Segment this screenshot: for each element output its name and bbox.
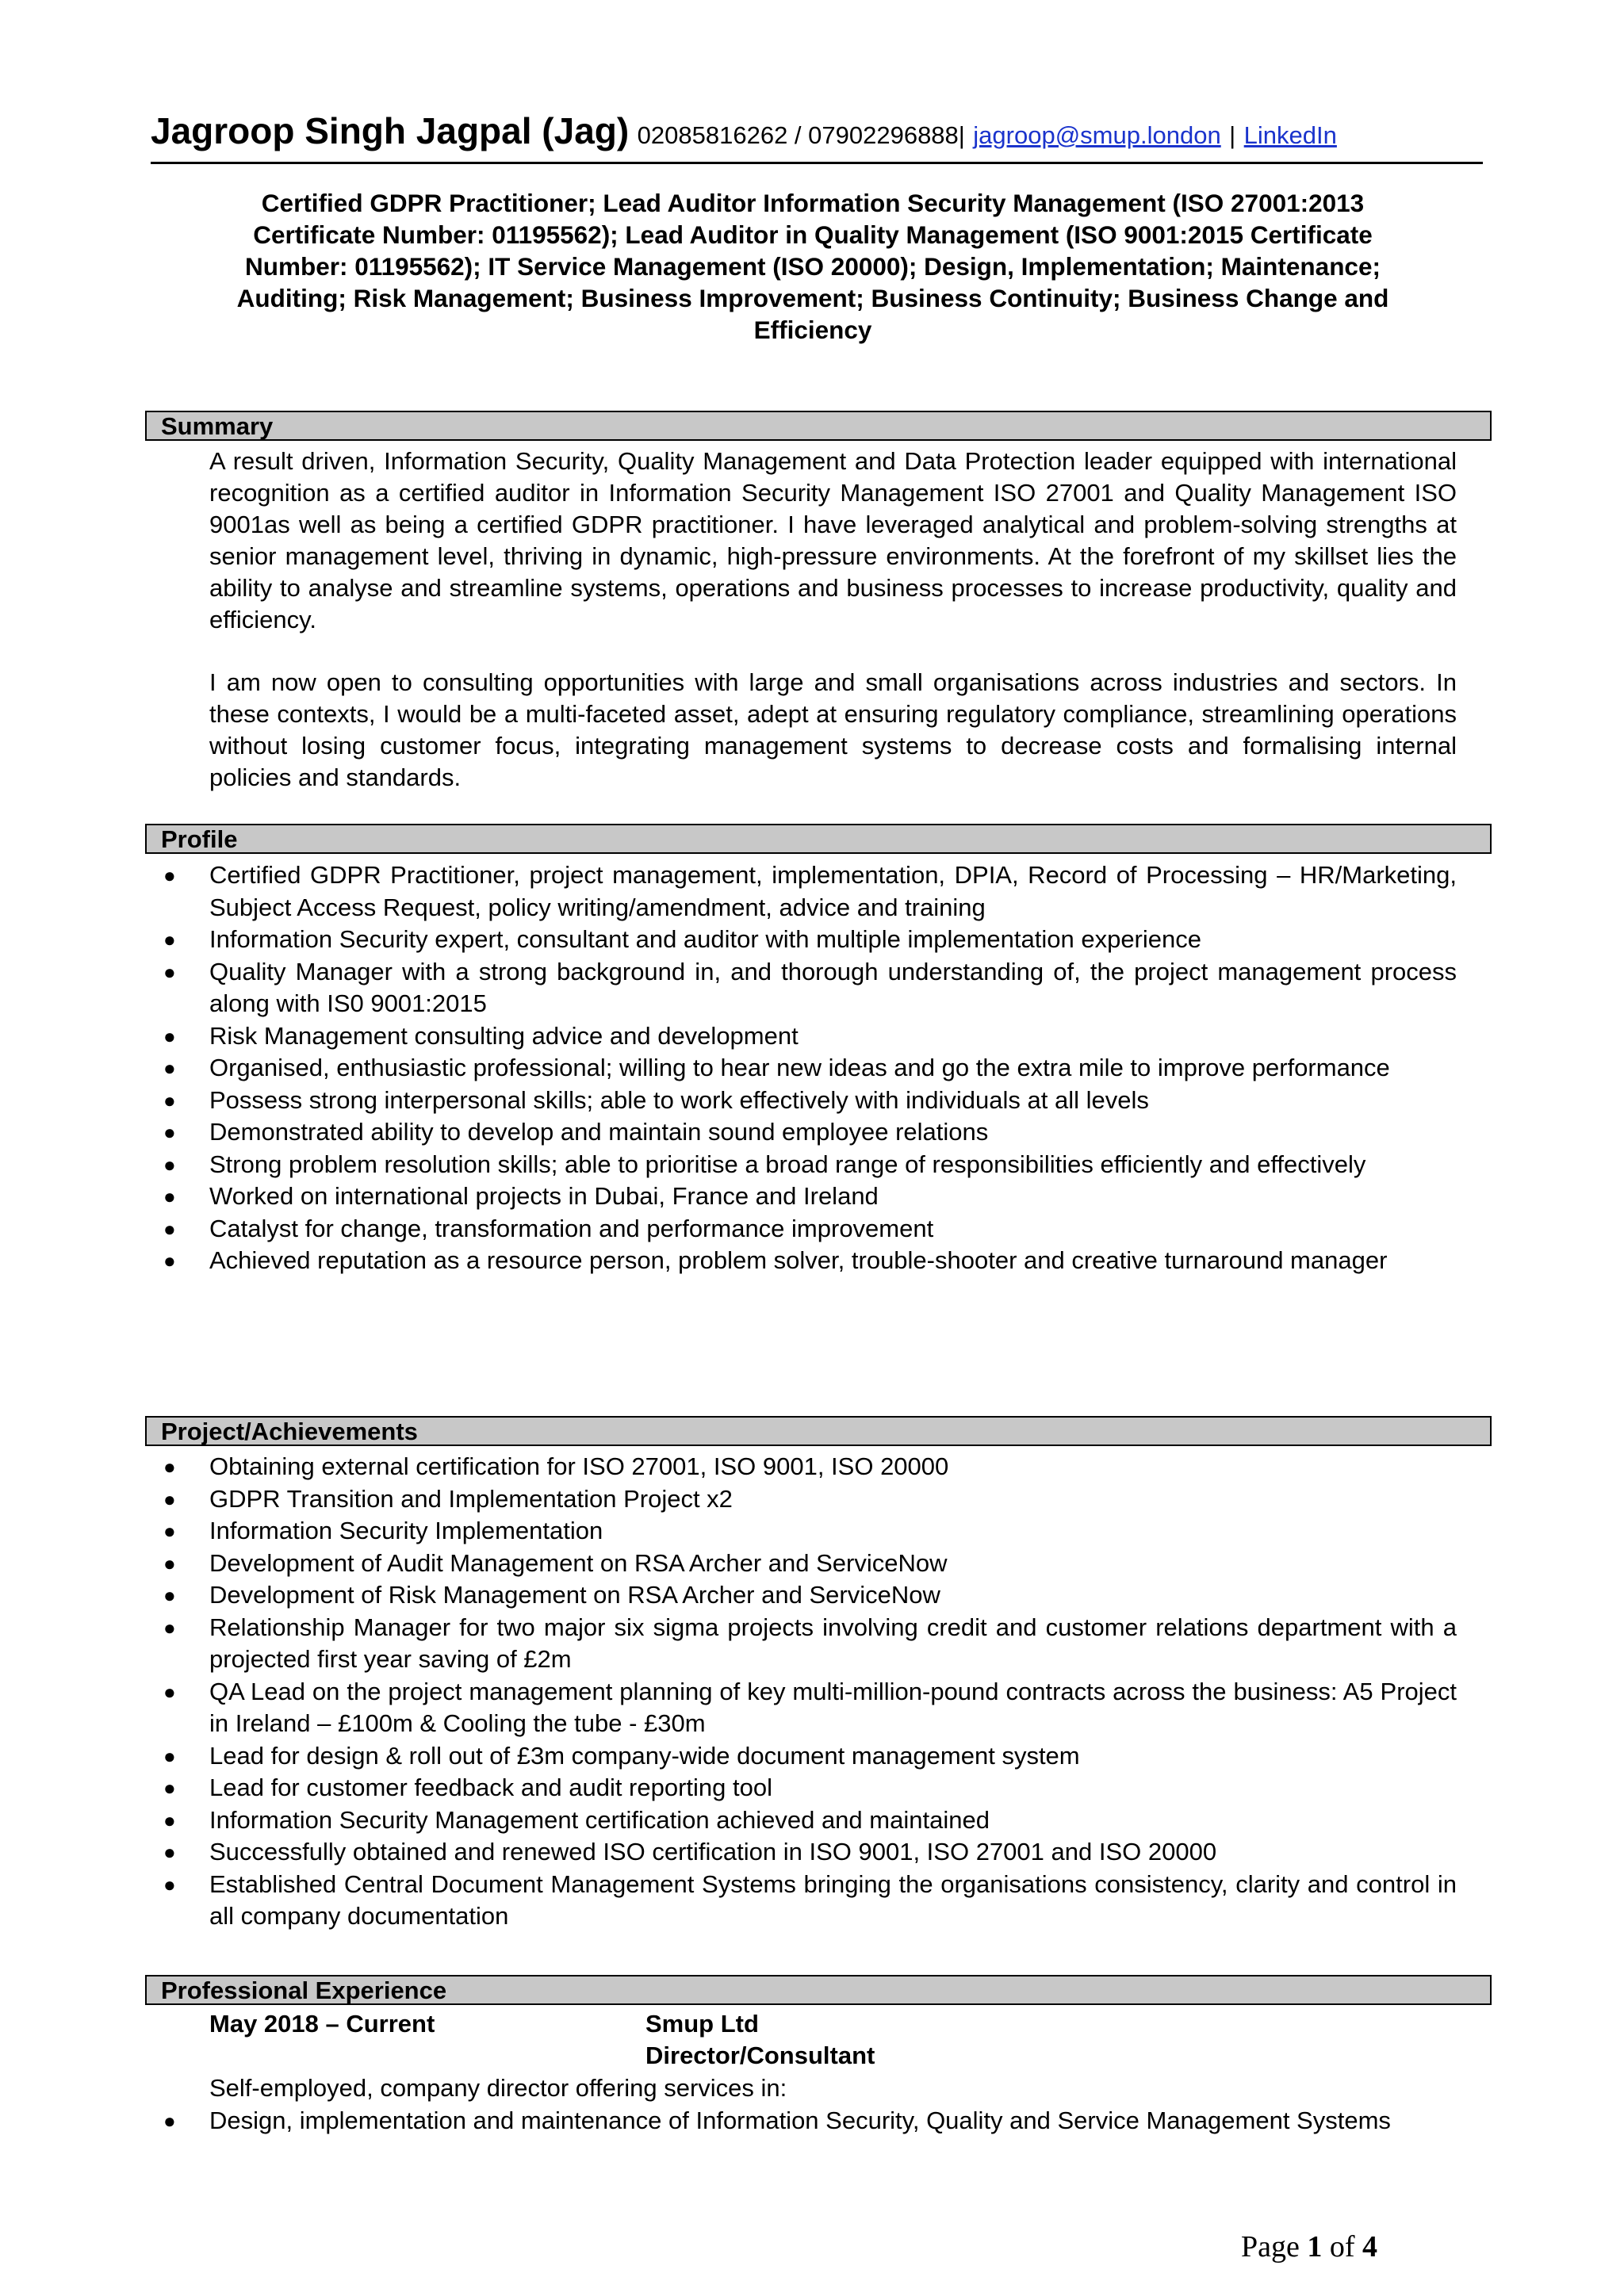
list-item: ● Information Security expert, consultant and auditor with multiple implementation experience [0,924,1457,956]
list-item: ● Demonstrated ability to develop and maintain sound employee relations [0,1116,1457,1149]
summary-paragraph-2: I am now open to consulting opportunities with large and small organisations across industries and sectors. In these contexts, I would be a multi-faceted asset, adept at ensuring regulatory compliance, streamlining operations without losing customer focus, integrating management systems to decrease costs and formalising internal policies and standards. [209,668,1457,791]
profile-list [0,859,1457,1277]
bullet-icon: ● [163,1808,176,1832]
list-item: ● Risk Management consulting advice and development [0,1020,1457,1053]
title-line: Efficiency [753,316,872,344]
bullet-icon: ● [163,1551,176,1575]
summary-heading: Summary [145,411,1492,441]
title-line: Number: 01195562); IT Service Management (ISO 20000); Design, Implementation; Maintenance; [245,252,1381,281]
title-line: Auditing; Risk Management; Business Improvement; Business Continuity; Business Change and [236,284,1389,312]
list-item: ● Certified GDPR Practitioner, project management, implementation, DPIA, Record of Processing – HR/Marketing, Subject Access Request, policy writing/amendment, advice and training [163,861,1457,921]
bullet-icon: ● [163,1743,176,1768]
bullet-icon: ● [163,1024,176,1048]
bullet-icon: ● [163,1455,176,1479]
list-item: ● Strong problem resolution skills; able to prioritise a broad range of responsibilities efficiently and effectively [0,1149,1457,1181]
list-item: ● Quality Manager with a strong background in, and thorough understanding of, the project management process along with IS0 9001:2015 [163,957,1457,1017]
title-line: Certificate Number: 01195562); Lead Auditor in Quality Management (ISO 9001:2015 Certificate [253,220,1373,249]
list-item: ● Design, implementation and maintenance of Information Security, Quality and Service Management Systems [0,2105,1392,2137]
bullet-icon: ● [163,2109,176,2133]
list-item: ● Worked on international projects in Dubai, France and Ireland [0,1181,1457,1213]
bullet-icon: ● [163,1152,176,1177]
title-line: Certified GDPR Practitioner; Lead Auditor Information Security Management (ISO 27001:2013 [261,189,1365,217]
bullet-icon: ● [163,1679,176,1704]
experience-heading: Professional Experience [145,1975,1492,2005]
bullet-icon: ● [163,1088,176,1112]
bullet-icon: ● [163,1216,176,1241]
achievements-list [0,1451,1457,1933]
experience-role: Director/Consultant [645,2042,875,2069]
bullet-icon: ● [163,1840,176,1864]
list-item: ● Organised, enthusiastic professional; willing to hear new ideas and go the extra mile to improve performance [0,1052,1457,1085]
bullet-icon: ● [163,1615,176,1640]
cv-header [151,109,1483,164]
email-link[interactable]: jagroop@smup.london [973,121,1221,149]
bullet-icon: ● [163,1583,176,1607]
bullet-icon: ● [163,1184,176,1208]
list-item: ● Lead for design & roll out of £3m company-wide document management system [0,1740,1457,1773]
profile-heading: Profile [145,824,1492,854]
list-item: ● GDPR Transition and Implementation Project x2 [0,1483,1457,1516]
bullet-icon: ● [163,1872,176,1896]
bullet-icon: ● [163,1776,176,1800]
bullet-icon: ● [163,928,176,951]
candidate-name: Jagroop Singh Jagpal (Jag) [151,110,630,151]
list-item: ● Successfully obtained and renewed ISO certification in ISO 9001, ISO 27001 and ISO 20000 [0,1836,1457,1869]
bullet-icon: ● [163,863,176,887]
experience-company: Smup Ltd [645,2010,759,2038]
list-item: ● Established Central Document Management Systems bringing the organisations consistency, clarity and control in all company documentation [163,1869,1457,1930]
bullet-icon: ● [163,959,176,984]
bullet-icon: ● [163,1249,176,1272]
experience-list [0,2105,1392,2137]
bullet-icon: ● [163,1120,176,1144]
list-item: ● Information Security Management certification achieved and maintained [0,1804,1457,1837]
list-item: ● Information Security Implementation [0,1515,1457,1548]
list-item: ● Achieved reputation as a resource person, problem solver, trouble-shooter and creative turnaround manager [0,1245,1457,1277]
summary-paragraph-1: A result driven, Information Security, Quality Management and Data Protection leader equipped with international recognition as a certified auditor in Information Security Management ISO 27001 and Quality Management ISO 9001as well as being a certified GDPR practitioner. I have leveraged analytical and problem-solving strengths at senior management level, thriving in dynamic, high-pressure environments. At the forefront of my skillset lies the ability to analyse and streamline systems, operations and business processes to increase productivity, quality and efficiency. [209,447,1457,633]
list-item: ● Obtaining external certification for ISO 27001, ISO 9001, ISO 20000 [0,1451,1457,1483]
link-separator: | [1229,121,1236,149]
bullet-icon: ● [163,1487,176,1511]
certifications-title [170,187,1455,346]
list-item: ● Catalyst for change, transformation and performance improvement [0,1213,1457,1246]
phone-numbers: 02085816262 / 07902296888| [637,121,965,149]
list-item: ● Lead for customer feedback and audit reporting tool [0,1772,1457,1804]
experience-intro: Self-employed, company director offering services in: [209,2074,787,2102]
list-item: ● Development of Audit Management on RSA Archer and ServiceNow [0,1548,1457,1580]
linkedin-link[interactable]: LinkedIn [1243,121,1337,149]
list-item: ● Development of Risk Management on RSA Archer and ServiceNow [0,1579,1457,1612]
bullet-icon: ● [163,1519,176,1543]
list-item: ● Relationship Manager for two major six sigma projects involving credit and customer relations department with a projected first year saving of £2m [163,1613,1457,1673]
page-number: Page 1 of 4 [1241,2230,1378,2263]
experience-date: May 2018 – Current [209,2010,435,2038]
list-item: ● Possess strong interpersonal skills; able to work effectively with individuals at all levels [0,1085,1457,1117]
bullet-icon: ● [163,1056,176,1080]
list-item: ● QA Lead on the project management planning of key multi-million-pound contracts across the business: A5 Project in Ireland – £100m & Cooling the tube - £30m [163,1677,1457,1737]
achievements-heading: Project/Achievements [145,1416,1492,1446]
